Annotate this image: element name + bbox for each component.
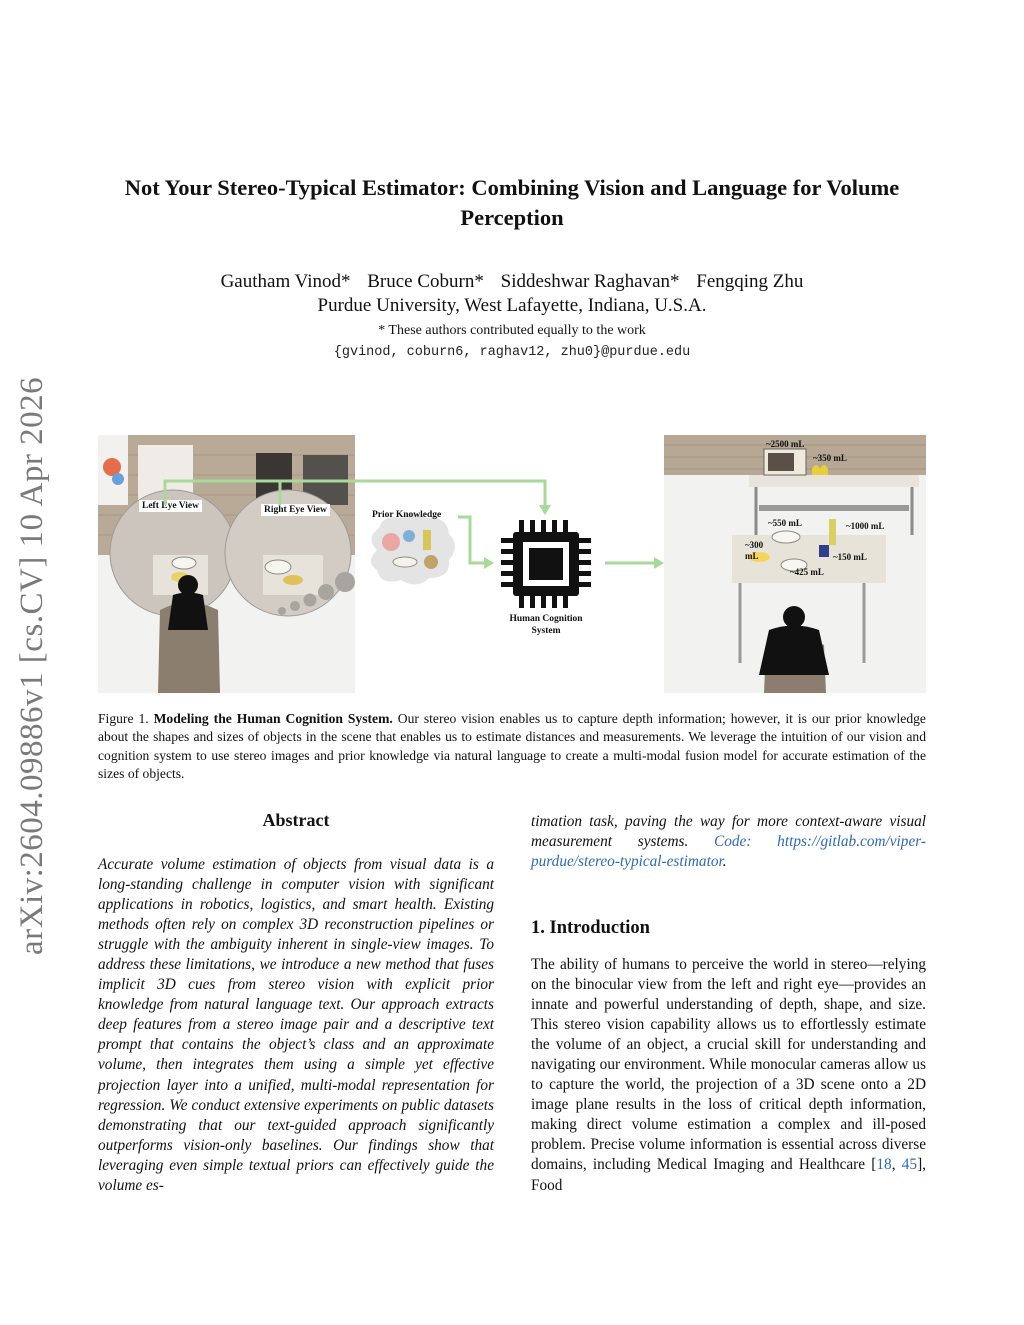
volume-bowl: ~550 mL: [768, 518, 802, 528]
right-eye-label: Right Eye View: [261, 504, 330, 516]
abstract-continuation-text: timation task, paving the way for more context-aware visual measurement systems.: [531, 813, 926, 851]
cognition-system-label: Human Cognition System: [509, 614, 583, 636]
volume-scene-illustration: [664, 435, 926, 693]
left-eye-label: Left Eye View: [139, 500, 202, 512]
introduction-tail: ], Food: [531, 1156, 926, 1194]
volume-estimate-scene-image: [664, 435, 926, 693]
paper-title: Not Your Stereo-Typical Estimator: Combining Vision and Language for Volume Perception: [124, 175, 900, 230]
introduction-text: The ability of humans to perceive the world in stereo—relying on the binocular view from the left and right eye—provides an innate and powerful understanding of depth, shape, and size. This stereo vision capability allows us to effortlessly estimate the volume of an object, a crucial skill for understanding and navigating our environment. While monocular cameras allow us to capture the world, the projection of a 3D scene onto a 2D image plane results in the loss of critical depth information, making direct volume estimation a complex and ill-posed problem. Precise volume information is essential across diverse domains, including Medical Imaging and Healthcare [: [531, 956, 926, 1174]
caption-title: Modeling the Human Cognition System.: [153, 711, 393, 726]
arxiv-stamp: arXiv:2604.09886v1 [cs.CV] 10 Apr 2026: [14, 376, 50, 955]
abstract-continuation: [531, 812, 926, 872]
equal-contribution-note: * These authors contributed equally to the work: [378, 323, 646, 338]
abstract-heading: Abstract: [262, 810, 330, 830]
figure-caption: [98, 710, 926, 784]
code-link-tail: .: [722, 853, 727, 871]
author-4: Fengqing Zhu: [696, 271, 804, 292]
abstract-body: Accurate volume estimation of objects from visual data is a long-standing challenge in computer vision with significant applications in robotics, logistics, and smart health. Existing methods often rely on complex 3D reconstruction pipelines or struggle with the ambiguity inherent in single-view images. To address these limitations, we introduce a new method that fuses implicit 3D cues from stereo vision with explicit prior knowledge from natural language text. Our approach extracts deep features from a stereo image pair and a descriptive text prompt that contains the object’s class and an approximate volume, then integrates them using a simple yet effective projection layer into a unified, multi-modal representation for regression. We conduct extensive experiments on public datasets demonstrating that our text-guided approach significantly outperforms vision-only baselines. Our findings show that leveraging even simple textual priors can effectively guide the volume es-: [98, 856, 494, 1194]
author-1: Gautham Vinod*: [220, 271, 351, 292]
author-list: [80, 270, 944, 294]
code-link[interactable]: Code: https://gitlab.com/viper-purdue/stereo-typical-estimator: [531, 833, 926, 871]
caption-text: Our stereo vision enables us to capture depth information; however, it is our prior knowledge about the shapes and sizes of objects in the scene that enables us to estimate distances and measurements. We leverage the intuition of our vision and cognition system to use stereo images and prior knowledge via natural language to create a multi-modal fusion model for accurate estimation of the sizes of objects.: [98, 711, 926, 782]
caption-prefix: Figure 1.: [98, 711, 149, 726]
volume-bananas: ~350 mL: [813, 453, 847, 463]
introduction-body: [531, 955, 926, 1196]
citation-separator: ,: [891, 1156, 902, 1174]
volume-cup: ~150 mL: [833, 552, 867, 562]
volume-microwave: ~2500 mL: [766, 439, 805, 449]
citation-link[interactable]: 45: [901, 1156, 918, 1174]
prior-knowledge-label: Prior Knowledge: [372, 510, 442, 520]
author-2: Bruce Coburn*: [367, 271, 484, 292]
volume-plate-front: ~425 mL: [790, 567, 824, 577]
citation-link[interactable]: 18: [876, 1156, 892, 1174]
flow-arrows: [160, 475, 670, 575]
volume-bottle: ~1000 mL: [846, 521, 885, 531]
volume-plate-left: ~300 mL: [745, 540, 764, 561]
author-3: Siddeshwar Raghavan*: [500, 271, 680, 292]
introduction-heading: 1. Introduction: [531, 918, 650, 938]
chip-icon: [501, 520, 591, 608]
affiliation: Purdue University, West Lafayette, Indiana, U.S.A.: [317, 295, 707, 316]
author-emails: {gvinod, coburn6, raghav12, zhu0}@purdue.edu: [333, 345, 691, 360]
